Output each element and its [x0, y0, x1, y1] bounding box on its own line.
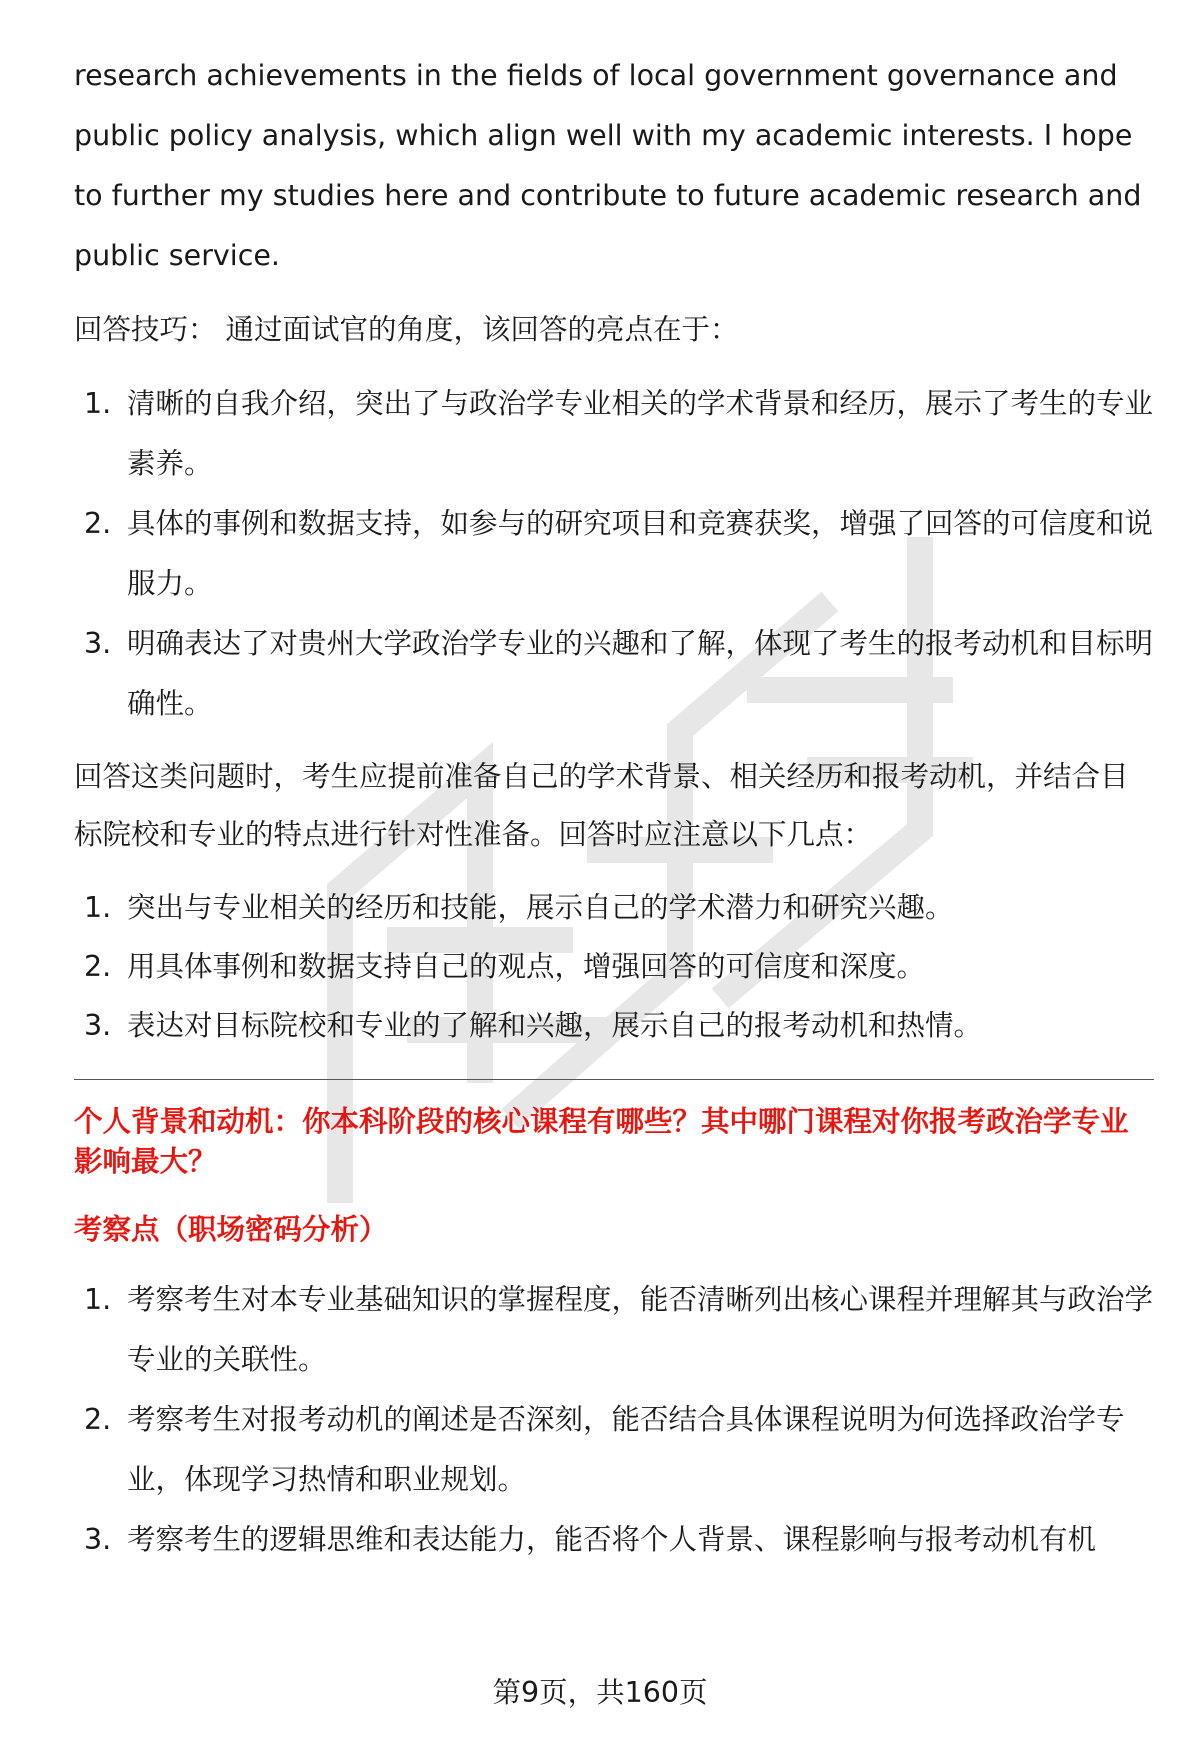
advice-list — [74, 878, 1154, 1055]
advice-paragraph: 回答这类问题时，考生应提前准备自己的学术背景、相关经历和报考动机，并结合目标院校和专业的特点进行针对性准备。回答时应注意以下几点： — [74, 760, 1129, 851]
document-body — [74, 46, 1154, 1570]
intro-continuation-paragraph: research achievements in the fields of local government governance and public policy analysis, which align well with my academic interests. I hope to further my studies here and contribute to future academic research and public service. — [74, 59, 1142, 272]
list-item — [74, 937, 1154, 996]
list-item-text: 突出与专业相关的经历和技能，展示自己的学术潜力和研究兴趣。 — [127, 891, 954, 924]
list-number: 2. — [84, 950, 112, 983]
list-number: 2. — [84, 507, 112, 540]
list-number: 3. — [84, 627, 112, 660]
list-item — [74, 494, 1154, 614]
list-item — [74, 1510, 1154, 1570]
list-item-text: 考察考生对报考动机的阐述是否深刻，能否结合具体课程说明为何选择政治学专业，体现学习热情和职业规划。 — [127, 1403, 1125, 1496]
list-item — [74, 1270, 1154, 1390]
assessment-list — [74, 1270, 1154, 1570]
list-item — [74, 1390, 1154, 1510]
list-number: 1. — [84, 891, 112, 924]
list-item — [74, 614, 1154, 734]
list-item-text: 考察考生对本专业基础知识的掌握程度，能否清晰列出核心课程并理解其与政治学专业的关联性。 — [127, 1283, 1154, 1376]
list-number: 2. — [84, 1403, 112, 1436]
tips-label: 回答技巧： 通过面试官的角度，该回答的亮点在于： — [74, 313, 739, 346]
list-item-text: 考察考生的逻辑思维和表达能力，能否将个人背景、课程影响与报考动机有机 — [127, 1523, 1097, 1556]
list-item-text: 明确表达了对贵州大学政治学专业的兴趣和了解，体现了考生的报考动机和目标明确性。 — [127, 627, 1154, 720]
list-number: 1. — [84, 1283, 112, 1316]
list-number: 3. — [84, 1009, 112, 1042]
list-item-text: 用具体事例和数据支持自己的观点，增强回答的可信度和深度。 — [127, 950, 926, 983]
page-footer: 第9页，共160页 — [492, 1676, 708, 1709]
list-item — [74, 374, 1154, 494]
list-number: 3. — [84, 1523, 112, 1556]
list-item — [74, 996, 1154, 1055]
list-item-text: 清晰的自我介绍，突出了与政治学专业相关的学术背景和经历，展示了考生的专业素养。 — [127, 387, 1154, 480]
list-item-text: 具体的事例和数据支持，如参与的研究项目和竞赛获奖，增强了回答的可信度和说服力。 — [127, 507, 1154, 600]
assessment-heading: 考察点（职场密码分析） — [74, 1213, 388, 1246]
list-item — [74, 878, 1154, 937]
highlights-list — [74, 374, 1154, 734]
list-item-text: 表达对目标院校和专业的了解和兴趣，展示自己的报考动机和热情。 — [127, 1009, 983, 1042]
question-heading: 个人背景和动机：你本科阶段的核心课程有哪些？其中哪门课程对你报考政治学专业影响最大？ — [74, 1105, 1129, 1178]
list-number: 1. — [84, 387, 112, 420]
section-divider — [74, 1079, 1154, 1080]
